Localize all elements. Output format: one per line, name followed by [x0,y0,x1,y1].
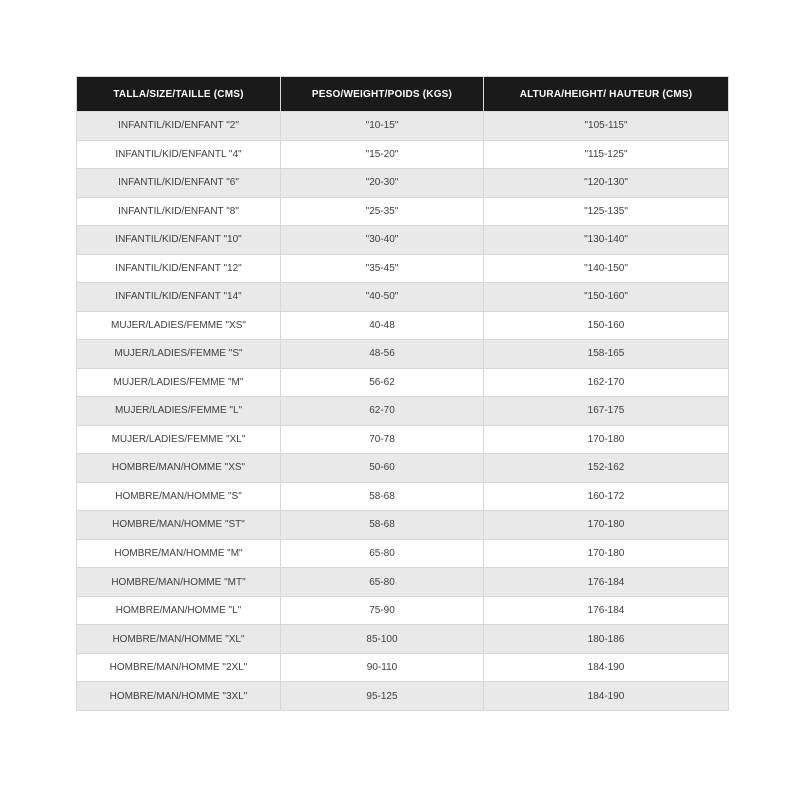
table-row [77,568,729,597]
weight-cell: 90-110 [281,653,484,682]
height-cell: 176-184 [484,596,729,625]
table-row [77,397,729,426]
size-cell: HOMBRE/MAN/HOMME "L" [77,596,281,625]
table-row [77,197,729,226]
table-row [77,511,729,540]
weight-cell: 62-70 [281,397,484,426]
height-cell: 152-162 [484,454,729,483]
table-row [77,169,729,198]
height-cell: 170-180 [484,511,729,540]
table-row [77,454,729,483]
column-header-height: ALTURA/HEIGHT/ HAUTEUR (CMS) [484,77,729,112]
size-cell: INFANTIL/KID/ENFANTL "4" [77,140,281,169]
table-header [77,77,729,112]
weight-cell: 95-125 [281,682,484,711]
table-row [77,482,729,511]
size-cell: MUJER/LADIES/FEMME "L" [77,397,281,426]
weight-cell: 85-100 [281,625,484,654]
height-cell: 184-190 [484,682,729,711]
weight-cell: 56-62 [281,368,484,397]
table-row [77,539,729,568]
column-header-size: TALLA/SIZE/TAILLE (CMS) [77,77,281,112]
size-cell: INFANTIL/KID/ENFANT "2" [77,112,281,141]
weight-cell: 58-68 [281,482,484,511]
weight-cell: "15-20" [281,140,484,169]
height-cell: 150-160 [484,311,729,340]
height-cell: "150-160" [484,283,729,312]
size-cell: HOMBRE/MAN/HOMME "2XL" [77,653,281,682]
height-cell: 160-172 [484,482,729,511]
table-row [77,425,729,454]
size-cell: INFANTIL/KID/ENFANT "6" [77,169,281,198]
size-cell: HOMBRE/MAN/HOMME "S" [77,482,281,511]
weight-cell: "20-30" [281,169,484,198]
size-cell: HOMBRE/MAN/HOMME "XL" [77,625,281,654]
table-row [77,625,729,654]
table-row [77,682,729,711]
height-cell: 158-165 [484,340,729,369]
height-cell: 180-186 [484,625,729,654]
table-row [77,283,729,312]
weight-cell: "10-15" [281,112,484,141]
weight-cell: 65-80 [281,568,484,597]
size-cell: HOMBRE/MAN/HOMME "M" [77,539,281,568]
height-cell: "105-115" [484,112,729,141]
weight-cell: 65-80 [281,539,484,568]
weight-cell: 75-90 [281,596,484,625]
height-cell: 176-184 [484,568,729,597]
size-cell: INFANTIL/KID/ENFANT "14" [77,283,281,312]
size-cell: MUJER/LADIES/FEMME "XL" [77,425,281,454]
height-cell: "115-125" [484,140,729,169]
table-body [77,112,729,711]
header-row [77,77,729,112]
size-cell: INFANTIL/KID/ENFANT "10" [77,226,281,255]
height-cell: "130-140" [484,226,729,255]
weight-cell: 50-60 [281,454,484,483]
table-row [77,596,729,625]
size-cell: HOMBRE/MAN/HOMME "ST" [77,511,281,540]
size-chart-table [76,76,729,711]
weight-cell: 70-78 [281,425,484,454]
height-cell: 184-190 [484,653,729,682]
weight-cell: "40-50" [281,283,484,312]
table-row [77,340,729,369]
height-cell: 170-180 [484,539,729,568]
height-cell: "120-130" [484,169,729,198]
size-cell: HOMBRE/MAN/HOMME "MT" [77,568,281,597]
table-row [77,311,729,340]
height-cell: 162-170 [484,368,729,397]
size-cell: HOMBRE/MAN/HOMME "XS" [77,454,281,483]
height-cell: 170-180 [484,425,729,454]
size-cell: MUJER/LADIES/FEMME "M" [77,368,281,397]
table-row [77,653,729,682]
height-cell: "140-150" [484,254,729,283]
weight-cell: "30-40" [281,226,484,255]
size-cell: INFANTIL/KID/ENFANT "8" [77,197,281,226]
table-row [77,226,729,255]
column-header-weight: PESO/WEIGHT/POIDS (KGS) [281,77,484,112]
table-row [77,112,729,141]
table-row [77,140,729,169]
table-row [77,254,729,283]
weight-cell: "35-45" [281,254,484,283]
size-cell: INFANTIL/KID/ENFANT "12" [77,254,281,283]
weight-cell: 40-48 [281,311,484,340]
size-cell: MUJER/LADIES/FEMME "S" [77,340,281,369]
weight-cell: 48-56 [281,340,484,369]
size-cell: HOMBRE/MAN/HOMME "3XL" [77,682,281,711]
height-cell: 167-175 [484,397,729,426]
table-row [77,368,729,397]
size-cell: MUJER/LADIES/FEMME "XS" [77,311,281,340]
height-cell: "125-135" [484,197,729,226]
weight-cell: 58-68 [281,511,484,540]
weight-cell: "25-35" [281,197,484,226]
